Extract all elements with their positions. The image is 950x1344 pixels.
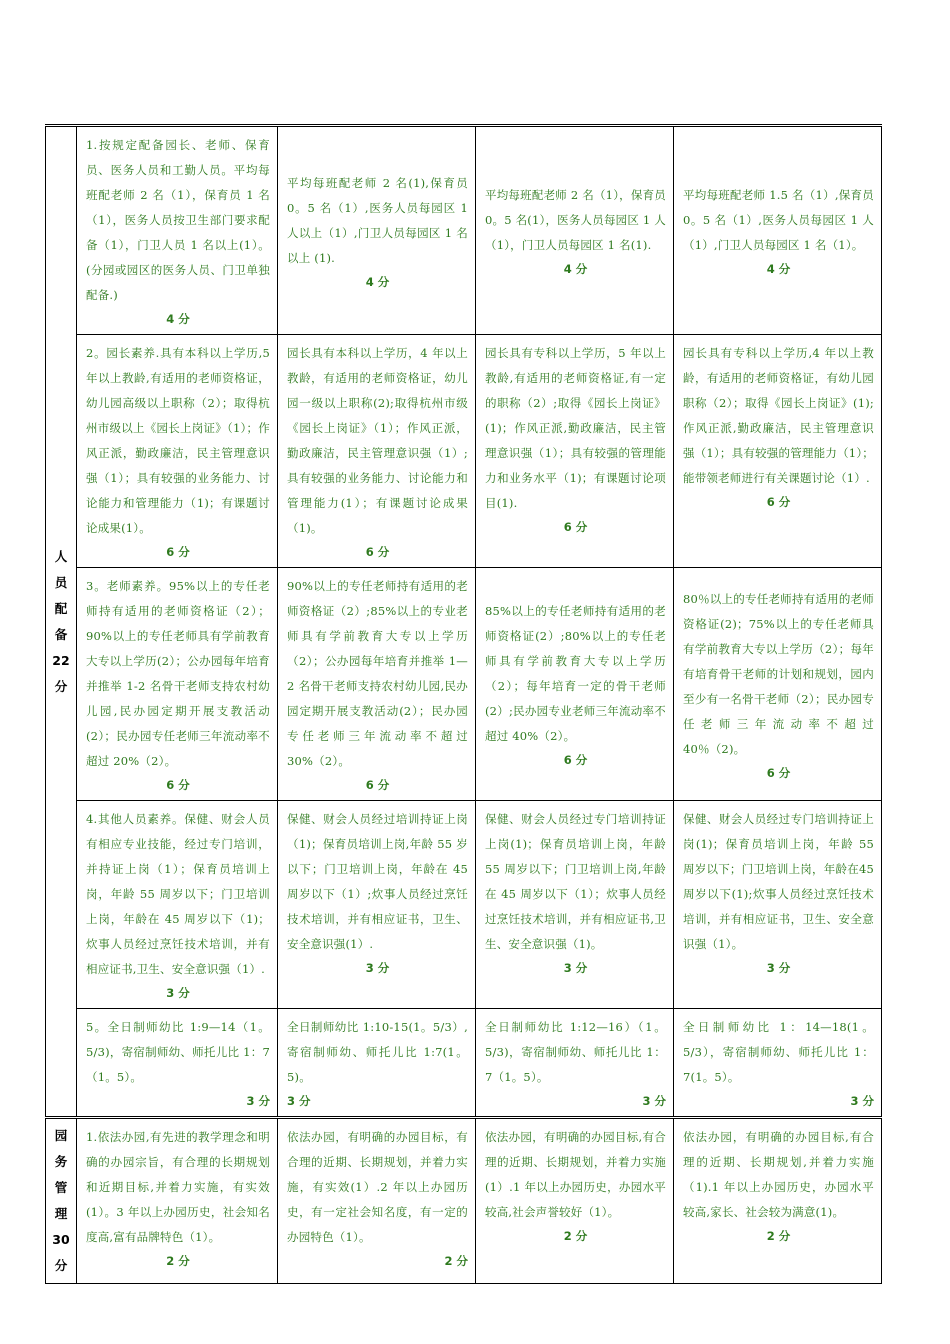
score-label: 3 分 [766, 961, 791, 975]
table-row [46, 568, 882, 801]
criteria-text: 全日制师幼比 1：14—18(1。5/3），寄宿制师幼、师托儿比 1：7(1。5）。 [683, 1020, 874, 1084]
score-label: 2 分 [766, 1229, 791, 1243]
score-label: 6 分 [766, 495, 791, 509]
category-label-staffing: 人 员 配 备 22 分 [46, 126, 77, 1118]
criteria-text: 4.其他人员素养。保健、财会人员有相应专业技能，经过专门培训，并持证上岗（1）；保育员培训上岗，年龄 55 周岁以下；门卫培训上岗，年龄在 45 周岁以下（1)；炊事人员经过烹饪技术培训，并有相应证书,卫生、安全意识强（1）. [86, 812, 270, 976]
criteria-text: 平均每班配老师 1.5 名（1）,保育员 0。5 名（1）,医务人员每园区 1 人（1）,门卫人员每园区 1 名（1）。 [683, 188, 874, 252]
criteria-text: 1.依法办园,有先进的教学理念和明确的办园宗旨，有合理的长期规划和近期目标,并着力实施，有实效(1）。3 年以上办园历史，社会知名度高,富有品牌特色（1）。 [86, 1130, 270, 1244]
score-label: 2 分 [563, 1229, 588, 1243]
criteria-text: 平均每班配老师 2 名(1),保育员0。5 名（1）,医务人员每园区 1 人以上（1）,门卫人员每园区 1 名以上 (1). [287, 175, 468, 265]
score-label: 4 分 [166, 312, 190, 326]
criteria-cell [77, 335, 278, 568]
score-label: 3 分 [287, 1094, 311, 1108]
criteria-cell [278, 1009, 476, 1118]
criteria-text: 保健、财会人员经过专门培训持证上岗(1)；保育员培训上岗，年龄 55 周岁以下；门卫培训上岗，年龄在45 周岁以下(1);炊事人员经过烹饪技术培训，并有相应证书，卫生、安全意识强（1）。 [683, 812, 874, 951]
table-row [46, 1118, 882, 1284]
score-label: 6 分 [563, 520, 588, 534]
score-label: 3 分 [563, 961, 588, 975]
criteria-text: 全日制师幼比 1:12—16）（1。5/3)，寄宿制师幼、师托儿比 1：7（1。5）。 [485, 1020, 666, 1084]
criteria-text: 平均每班配老师 2 名（1），保育员0。5 名(1），医务人员每园区 1 人（1），门卫人员每园区 1 名(1). [485, 188, 666, 252]
table-row [46, 335, 882, 568]
score-label: 4 分 [766, 262, 791, 276]
criteria-cell [77, 801, 278, 1009]
criteria-cell [674, 801, 882, 1009]
criteria-cell [278, 568, 476, 801]
criteria-text: 依法办园，有明确的办园目标，有合理的近期、长期规划，并着力实施，有实效(1）.2 年以上办园历史，有一定社会知名度，有一定的办园特色（1）。 [287, 1130, 468, 1244]
criteria-text: 1.按规定配备园长、老师、保育员、医务人员和工勤人员。平均每班配老师 2 名（1），保育员 1 名（1），医务人员按卫生部门要求配备（1），门卫人员 1 名以上(1）。(分园或园区的医务人员、门卫单独配备.) [86, 138, 270, 302]
score-label: 4 分 [365, 274, 390, 289]
table-row [46, 1009, 882, 1118]
criteria-text: 园长具有本科以上学历，4 年以上教龄，有适用的老师资格证，幼儿园一级以上职称(2);取得杭州市级《园长上岗证》（1）；作风正派，勤政廉洁，民主管理意识强（1）;具有较强的业务能力、讨论能力和管理能力(1）；有课题讨论成果（1)。 [287, 346, 468, 535]
evaluation-table [45, 124, 882, 1284]
criteria-cell [476, 1009, 674, 1118]
score-label: 2 分 [166, 1254, 190, 1268]
criteria-cell [278, 126, 476, 335]
score-label: 6 分 [166, 545, 190, 559]
score-label: 3 分 [850, 1094, 874, 1108]
score-label: 6 分 [365, 545, 390, 559]
criteria-text: 依法办园，有明确的办园目标,有合理的近期、长期规划，并着力实施(1）.1 年以上办园历史，办园水平较高,社会声誉较好（1）。 [485, 1130, 666, 1219]
criteria-text: 3。老师素养。95%以上的专任老师持有适用的老师资格证（2）；90%以上的专任老师具有学前教育大专以上学历(2）；公办园每年培育并推举 1-2 名骨干老师支持农村幼儿园,民办园定期开展支教活动(2）；民办园专任老师三年流动率不超过 20%（2）。 [86, 579, 270, 768]
category-label-management: 园 务 管 理 30 分 [46, 1118, 77, 1284]
score-label: 4 分 [563, 262, 588, 276]
criteria-cell [77, 568, 278, 801]
criteria-text: 85%以上的专任老师持有适用的老师资格证(2）;80%以上的专任老师具有学前教育大专以上学历（2）；每年培育一定的骨干老师(2）;民办园专业老师三年流动率不超过 40%（2）。 [485, 604, 666, 743]
score-label: 6 分 [365, 778, 390, 792]
table-row [46, 126, 882, 335]
score-label: 2 分 [444, 1254, 468, 1268]
criteria-text: 全日制师幼比 1:10-15(1。5/3）,寄宿制师幼、师托儿比 1:7(1。5)。 [287, 1020, 468, 1084]
criteria-cell [278, 801, 476, 1009]
criteria-cell [77, 126, 278, 335]
criteria-cell [476, 126, 674, 335]
criteria-text: 90%以上的专任老师持有适用的老师资格证（2）;85%以上的专业老师具有学前教育大专以上学历（2）；公办园每年培育并推举 1—2 名骨干老师支持农村幼儿园,民办园定期开展支教活动(2）；民办园专任老师三年流动率不超过30%（2）。 [287, 579, 468, 768]
criteria-cell [77, 1118, 278, 1284]
score-label: 3 分 [642, 1094, 666, 1108]
criteria-cell [278, 1118, 476, 1284]
criteria-cell [278, 335, 476, 568]
criteria-cell [476, 801, 674, 1009]
criteria-cell [674, 1118, 882, 1284]
score-label: 6 分 [766, 765, 791, 780]
criteria-text: 80％以上的专任老师持有适用的老师资格证(2)；75%以上的专任老师具有学前教育大专以上学历（2）；每年有培育骨干老师的计划和规划，园内至少有一名骨干老师（2）；民办园专任老师三年流动率不超过 40％（2)。 [683, 591, 874, 756]
criteria-cell [77, 1009, 278, 1118]
criteria-cell [476, 335, 674, 568]
criteria-text: 保健、财会人员经过专门培训持证上岗(1)；保育员培训上岗，年龄55 周岁以下；门卫培训上岗,年龄在 45 周岁以下（1）；炊事人员经过烹饪技术培训，并有相应证书,卫生、安全意识强（1)。 [485, 812, 666, 951]
criteria-cell [674, 335, 882, 568]
score-label: 3 分 [166, 986, 190, 1000]
criteria-text: 保健、财会人员经过培训持证上岗（1)；保育员培训上岗,年龄 55 岁以下；门卫培训上岗，年龄在 45 周岁以下（1）;炊事人员经过烹饪技术培训，并有相应证书，卫生、安全意识强(1）. [287, 812, 468, 951]
criteria-text: 园长具有专科以上学历,4 年以上教龄，有适用的老师资格证，有幼儿园职称（2）；取得《园长上岗证》(1);作风正派,勤政廉洁，民主管理意识强（1）；具有较强的管理能力（1）；能带领老师进行有关课题讨论（1）. [683, 346, 874, 485]
score-label: 3 分 [365, 961, 390, 975]
score-label: 6 分 [166, 778, 190, 792]
score-label: 6 分 [563, 753, 588, 767]
score-label: 3 分 [246, 1094, 270, 1108]
criteria-cell [674, 568, 882, 801]
table-row [46, 801, 882, 1009]
criteria-cell [476, 568, 674, 801]
criteria-text: 2。园长素养.具有本科以上学历,5 年以上教龄,有适用的老师资格证，幼儿园高级以上职称（2）；取得杭州市级以上《园长上岗证》（1）；作风正派，勤政廉洁，民主管理意识强（1）；具有较强的业务能力、讨论能力和管理能力（1)；有课题讨论成果(1）。 [86, 346, 270, 535]
criteria-cell [476, 1118, 674, 1284]
criteria-text: 依法办园，有明确的办园目标,有合理的近期、长期规划,并着力实施（1).1 年以上办园历史，办园水平较高,家长、社会较为满意(1)。 [683, 1130, 874, 1219]
criteria-text: 园长具有专科以上学历，5 年以上教龄,有适用的老师资格证,有一定的职称（2）;取得《园长上岗证》(1)；作风正派,勤政廉洁，民主管理意识强（1）；具有较强的管理能力和业务水平（1)；有课题讨论项目(1). [485, 346, 666, 510]
criteria-cell [674, 1009, 882, 1118]
criteria-cell [674, 126, 882, 335]
criteria-text: 5。全日制师幼比 1:9—14（1。5/3)，寄宿制师幼、师托儿比 1：7（1。5）。 [86, 1020, 270, 1084]
